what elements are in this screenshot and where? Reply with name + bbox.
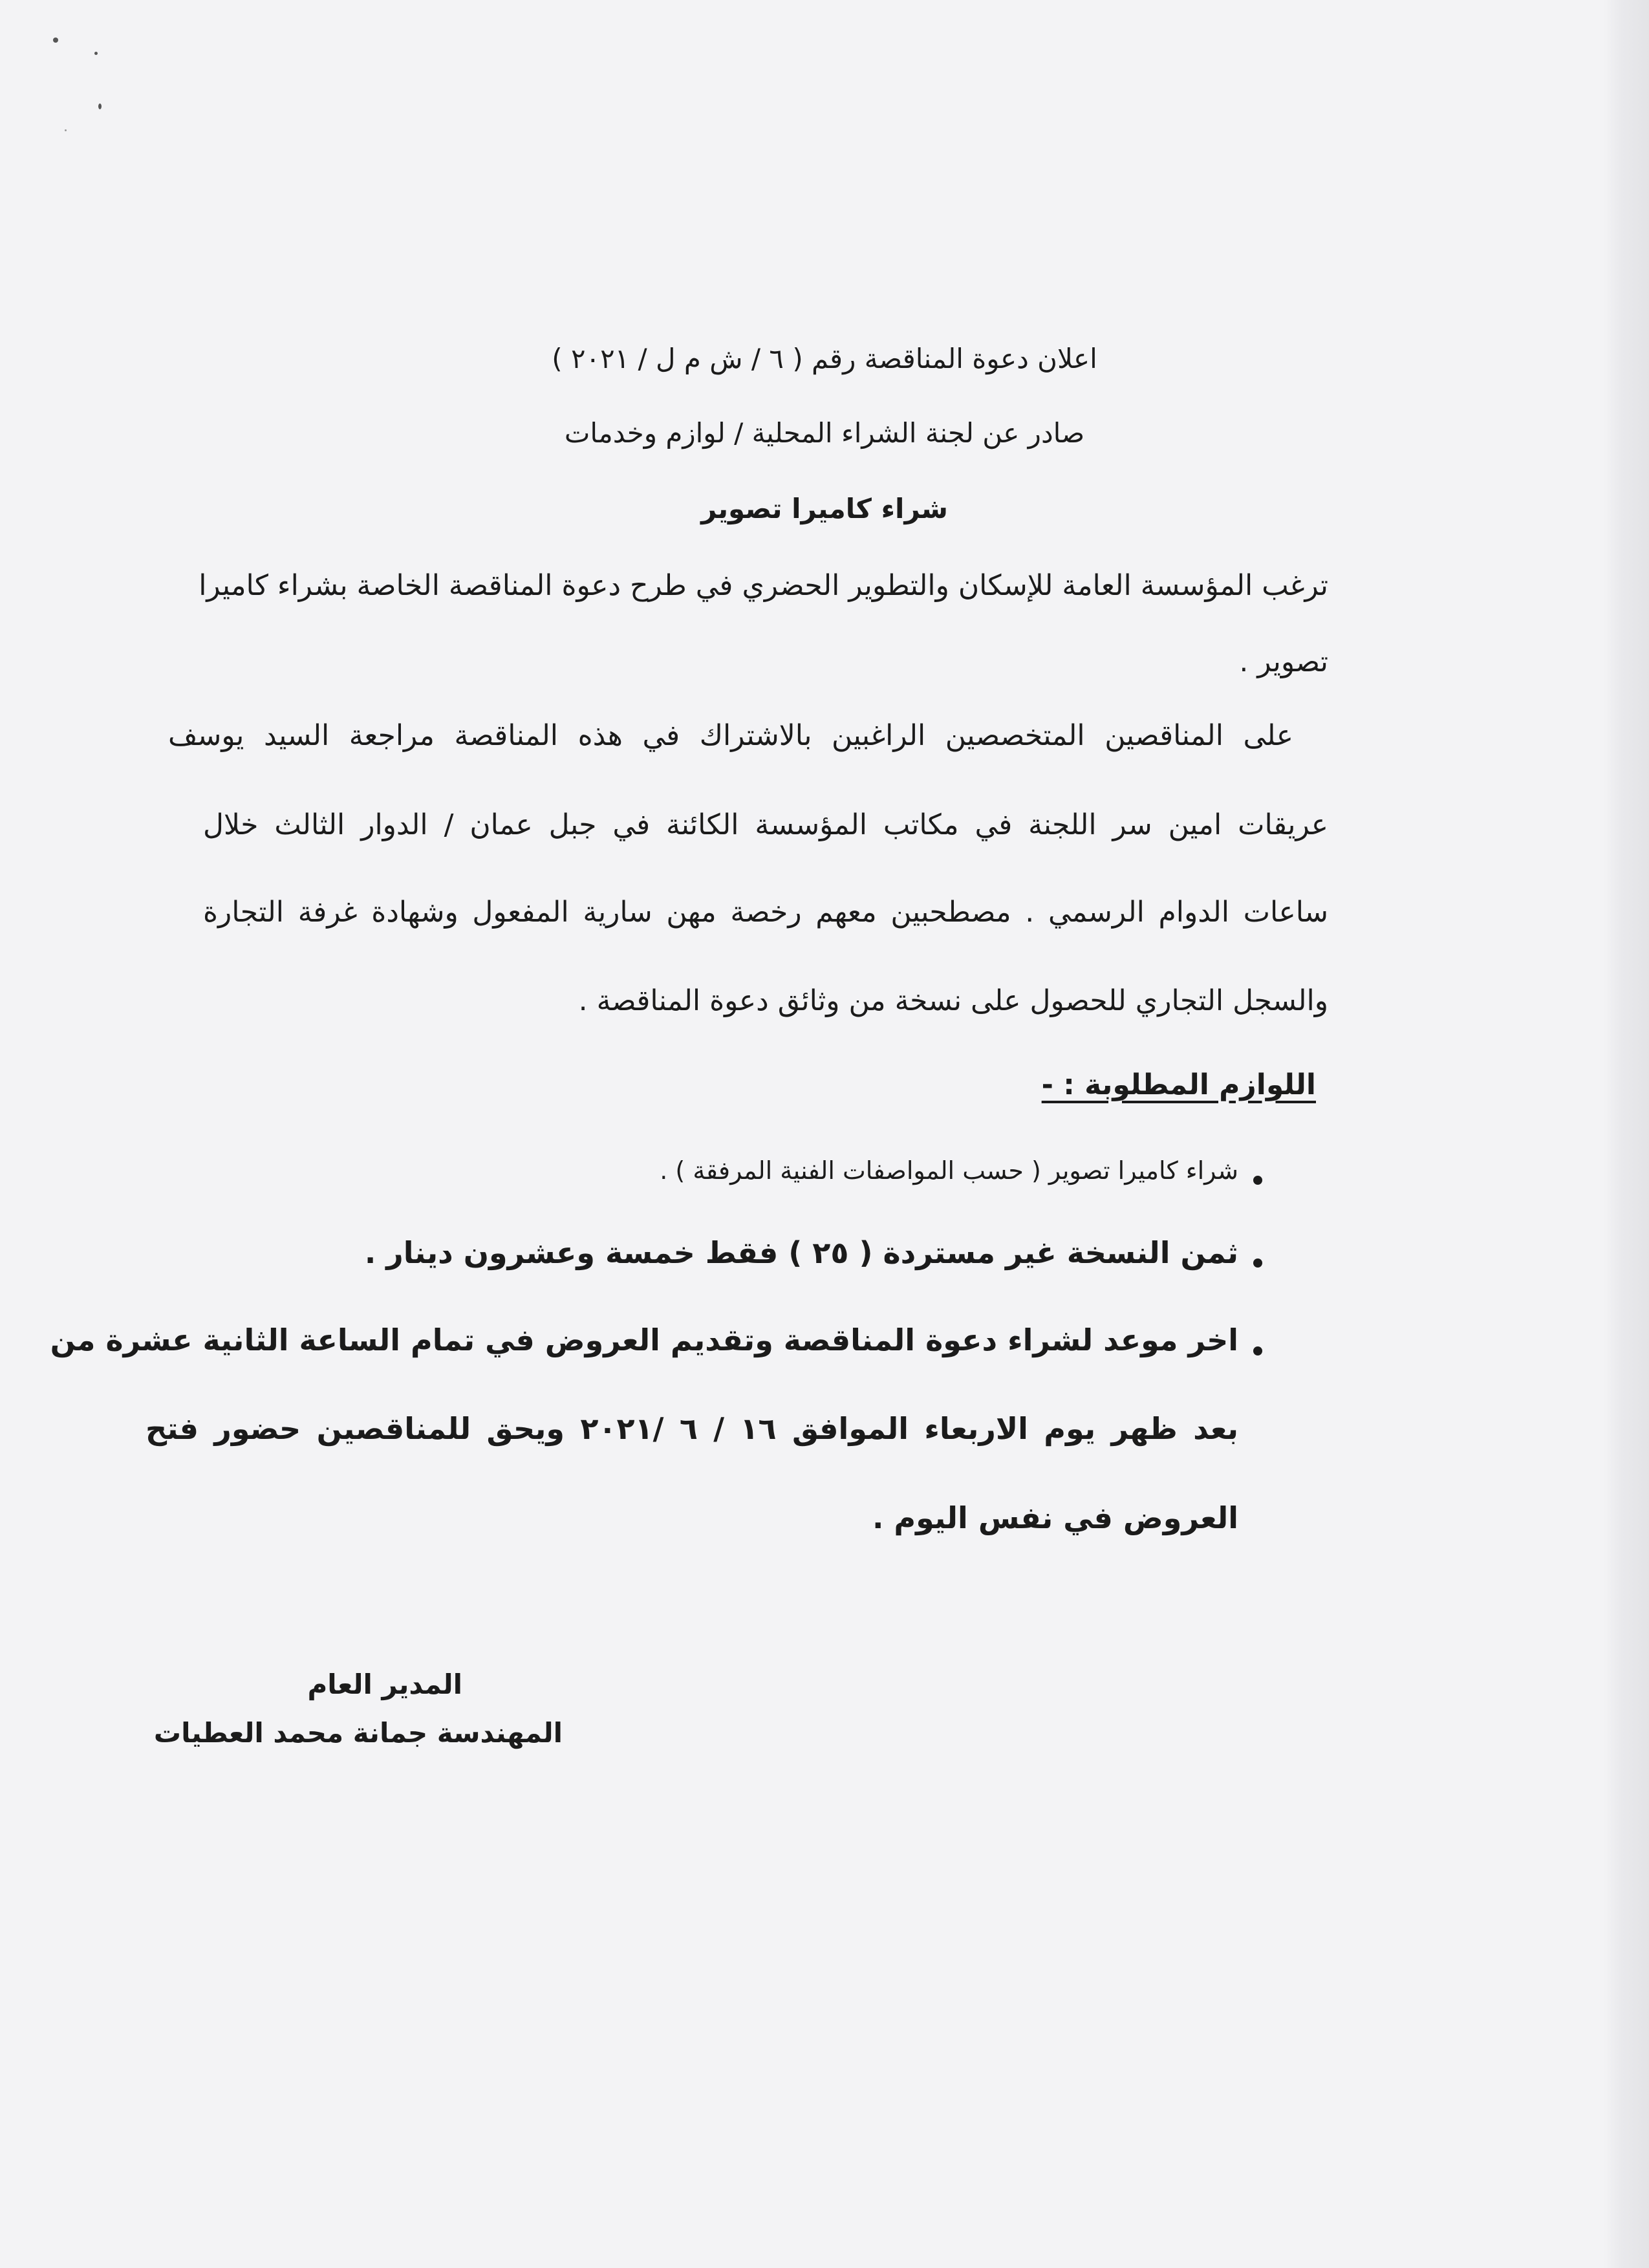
announcement-title: اعلان دعوة المناقصة رقم ( ٦ / ش م ل / ٢٠٢١ )	[552, 343, 1097, 374]
requirement-item-line: اخر موعد لشراء دعوة المناقصة وتقديم العروض في تمام الساعة الثانية عشرة من	[50, 1323, 1238, 1357]
scan-speck	[65, 129, 67, 131]
requirements-heading: اللوازم المطلوبة : -	[1041, 1068, 1316, 1101]
signature-name: المهندسة جمانة محمد العطيات	[153, 1717, 563, 1749]
scan-speck	[98, 103, 102, 109]
bullet-icon	[1253, 1176, 1262, 1185]
requirement-item-line: بعد ظهر يوم الاربعاء الموافق ١٦ / ٦ /٢٠٢١ ويحق للمناقصين حضور فتح	[146, 1411, 1238, 1446]
body-paragraph-line: على المناقصين المتخصصين الراغبين بالاشتراك في هذه المناقصة مراجعة السيد يوسف	[168, 719, 1293, 752]
body-intro-line: تصوير .	[1239, 645, 1328, 678]
body-intro-line: ترغب المؤسسة العامة للإسكان والتطوير الحضري في طرح دعوة المناقصة الخاصة بشراء كاميرا	[199, 569, 1328, 602]
signature-role: المدير العام	[307, 1669, 462, 1700]
requirement-item-line: العروض في نفس اليوم .	[872, 1500, 1238, 1535]
bullet-icon	[1253, 1346, 1262, 1355]
announcement-subject: شراء كاميرا تصوير	[701, 493, 948, 524]
bullet-icon	[1253, 1258, 1262, 1268]
announcement-issuer: صادر عن لجنة الشراء المحلية / لوازم وخدمات	[564, 417, 1085, 449]
scan-speck	[53, 38, 58, 43]
body-paragraph-line: عريقات امين سر اللجنة في مكاتب المؤسسة الكائنة في جبل عمان / الدوار الثالث خلال	[203, 808, 1328, 841]
scan-edge-shadow	[1604, 0, 1649, 2268]
requirement-item: شراء كاميرا تصوير ( حسب المواصفات الفنية المرفقة ) .	[660, 1156, 1238, 1185]
body-paragraph-line: والسجل التجاري للحصول على نسخة من وثائق دعوة المناقصة .	[578, 984, 1328, 1017]
body-paragraph-line: ساعات الدوام الرسمي . مصطحبين معهم رخصة مهن سارية المفعول وشهادة غرفة التجارة	[203, 896, 1328, 929]
scan-speck	[94, 52, 98, 55]
requirement-item: ثمن النسخة غير مستردة ( ٢٥ ) فقط خمسة وعشرون دينار .	[364, 1235, 1238, 1270]
